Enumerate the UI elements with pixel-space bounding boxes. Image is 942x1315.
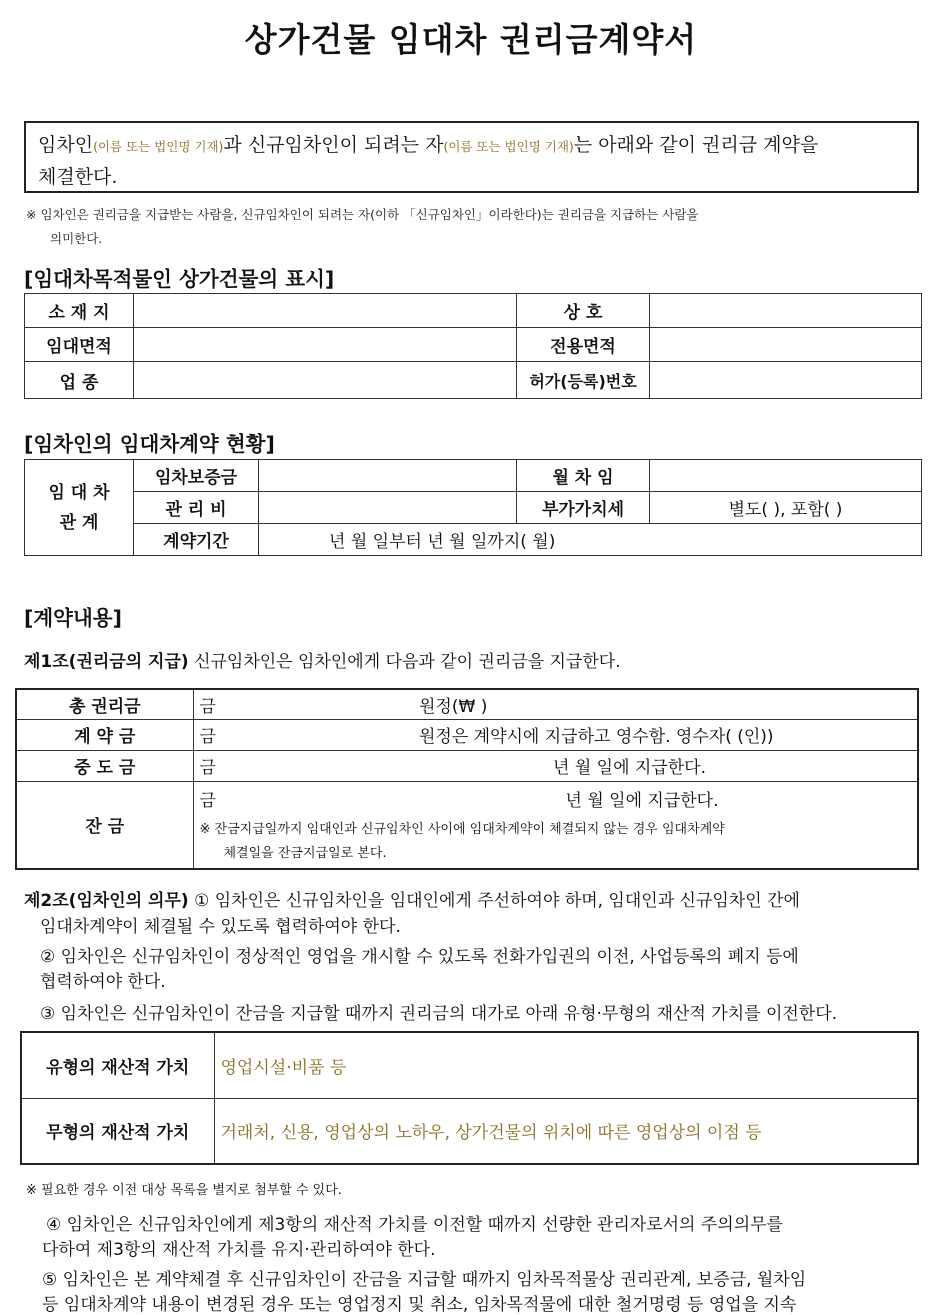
label-license-number: 허가(등록)번호	[517, 362, 650, 399]
label-vat: 부가가치세	[517, 492, 650, 524]
balance-cell	[193, 781, 918, 869]
label-tangible-assets: 유형의 재산적 가치	[21, 1032, 214, 1098]
article2-line1	[24, 886, 800, 911]
document-title: 상가건물 임대차 권리금계약서	[244, 20, 698, 59]
label-lease-area: 임대면적	[25, 328, 134, 362]
payment-row	[16, 781, 918, 869]
lease-row	[25, 460, 922, 492]
total-premium-amount-field[interactable]: 금	[193, 689, 413, 719]
payment-table	[15, 688, 919, 870]
label-deposit: 임차보증금	[134, 460, 259, 492]
label-trade-name: 상 호	[517, 294, 650, 328]
balance-line	[200, 786, 912, 812]
article1-line	[24, 647, 621, 672]
article2-p5-line1: ⑤ 임차인은 본 계약체결 후 신규임차인이 잔금을 지급할 때까지 임차목적물상 권리관계, 보증금, 월차임	[42, 1270, 807, 1290]
property-row	[25, 294, 922, 328]
lease-table	[24, 459, 922, 556]
article2-p2-line1: ② 임차인은 신규임차인이 정상적인 영업을 개시할 수 있도록 전화가입권의 이전, 사업등록의 폐지 등에	[40, 947, 799, 967]
section-lease-heading: [임차인의 임대차계약 현황]	[24, 432, 275, 456]
label-maintenance-fee: 관 리 비	[134, 492, 259, 524]
exclusive-area-field[interactable]	[650, 328, 922, 362]
article2-p2-line2: 협력하여야 한다.	[40, 972, 166, 992]
interim-payment-amount-field[interactable]: 금	[193, 750, 413, 781]
intro-part1: 임차인	[38, 134, 94, 156]
asset-row	[21, 1032, 918, 1098]
label-exclusive-area: 전용면적	[517, 328, 650, 362]
label-total-premium: 총 권리금	[16, 689, 193, 719]
total-premium-won-field[interactable]: 원정(₩ )	[413, 689, 918, 719]
payment-row	[16, 719, 918, 750]
intro-line-2: 체결한다.	[38, 166, 118, 188]
intro-hint2: (이름 또는 법인명 기재)	[443, 139, 574, 154]
intro-box	[24, 121, 919, 193]
label-monthly-rent: 월 차 임	[517, 460, 650, 492]
trade-name-field[interactable]	[650, 294, 922, 328]
label-location: 소 재 지	[25, 294, 134, 328]
lease-area-field[interactable]	[134, 328, 517, 362]
article1-text: 신규임차인은 임차인에게 다음과 같이 권리금을 지급한다.	[188, 652, 621, 672]
balance-amount-field[interactable]: 금	[199, 790, 216, 811]
balance-note-line2: 체결일을 잔금지급일로 본다.	[223, 845, 387, 861]
label-down-payment: 계 약 금	[16, 719, 193, 750]
interim-payment-date-field[interactable]: 년 월 일에 지급한다.	[413, 750, 918, 781]
note-definition-line2: 의미한다.	[50, 231, 103, 246]
property-table	[24, 293, 922, 399]
article2-p1-line2: 임대차계약이 체결될 수 있도록 협력하여야 한다.	[40, 917, 401, 937]
article1-title: 제1조(권리금의 지급)	[24, 652, 189, 672]
business-type-field[interactable]	[134, 362, 517, 399]
down-payment-amount-field[interactable]: 금	[193, 719, 413, 750]
location-field[interactable]	[134, 294, 517, 328]
asset-row	[21, 1098, 918, 1164]
contract-period-field[interactable]: 년 월 일부터 년 월 일까지( 월)	[259, 524, 922, 556]
label-contract-period: 계약기간	[134, 524, 259, 556]
asset-table	[20, 1031, 919, 1165]
tangible-assets-field[interactable]: 영업시설·비품 등	[214, 1032, 918, 1098]
label-business-type: 업 종	[25, 362, 134, 399]
asset-note: ※ 필요한 경우 이전 대상 목록을 별지로 첨부할 수 있다.	[26, 1183, 342, 1198]
balance-note-line1: ※ 잔금지급일까지 임대인과 신규임차인 사이에 임대차계약이 체결되지 않는 경우 임대차계약	[199, 821, 725, 837]
note-definition-line1: ※ 임차인은 권리금을 지급받는 사람을, 신규임차인이 되려는 자(이하 「신규임차인」이라한다)는 권리금을 지급하는 사람을	[26, 207, 699, 222]
article2-p4-line1: ④ 임차인은 신규임차인에게 제3항의 재산적 가치를 이전할 때까지 선량한 관리자로서의 주의의무를	[46, 1215, 783, 1235]
vat-field[interactable]: 별도( ), 포함( )	[650, 492, 922, 524]
property-row	[25, 328, 922, 362]
section-contract-heading: [계약내용]	[24, 606, 122, 630]
balance-date-field[interactable]: 년 월 일에 지급한다.	[565, 790, 719, 811]
monthly-rent-field[interactable]	[650, 460, 922, 492]
lease-row	[25, 524, 922, 556]
intro-hint1: (이름 또는 법인명 기재)	[93, 139, 224, 154]
article2-title: 제2조(임차인의 의무)	[24, 891, 189, 911]
intro-part3: 는 아래와 같이 권리금 계약을	[573, 134, 819, 156]
lease-relation-label	[25, 460, 134, 556]
article2-p4-line2: 다하여 제3항의 재산적 가치를 유지·관리하여야 한다.	[42, 1240, 436, 1260]
maintenance-fee-field[interactable]	[259, 492, 517, 524]
label-interim-payment: 중 도 금	[16, 750, 193, 781]
lease-relation-label-line2: 관 계	[59, 512, 99, 533]
article2-p5-line2: 등 임대차계약 내용이 변경된 경우 또는 영업정지 및 취소, 임차목적물에 대한 철거명령 등 영업을 지속	[42, 1295, 797, 1315]
property-row	[25, 362, 922, 399]
intro-line-1	[38, 130, 818, 157]
intangible-assets-field[interactable]: 거래처, 신용, 영업상의 노하우, 상가건물의 위치에 따른 영업상의 이점 등	[214, 1098, 918, 1164]
deposit-field[interactable]	[259, 460, 517, 492]
section-property-heading: [임대차목적물인 상가건물의 표시]	[24, 267, 335, 291]
article2-p3: ③ 임차인은 신규임차인이 잔금을 지급할 때까지 권리금의 대가로 아래 유형·무형의 재산적 가치를 이전한다.	[40, 1004, 838, 1024]
down-payment-receipt-field[interactable]: 원정은 계약시에 지급하고 영수함. 영수자( (인))	[413, 719, 918, 750]
payment-row	[16, 689, 918, 719]
payment-row	[16, 750, 918, 781]
label-balance: 잔 금	[16, 781, 193, 869]
label-intangible-assets: 무형의 재산적 가치	[21, 1098, 214, 1164]
article2-p1-line1: ① 임차인은 신규임차인을 임대인에게 주선하여야 하며, 임대인과 신규임차인 간에	[188, 891, 800, 911]
lease-relation-label-line1: 임 대 차	[48, 482, 110, 503]
intro-part2: 과 신규임차인이 되려는 자	[223, 134, 444, 156]
lease-row	[25, 492, 922, 524]
license-number-field[interactable]	[650, 362, 922, 399]
